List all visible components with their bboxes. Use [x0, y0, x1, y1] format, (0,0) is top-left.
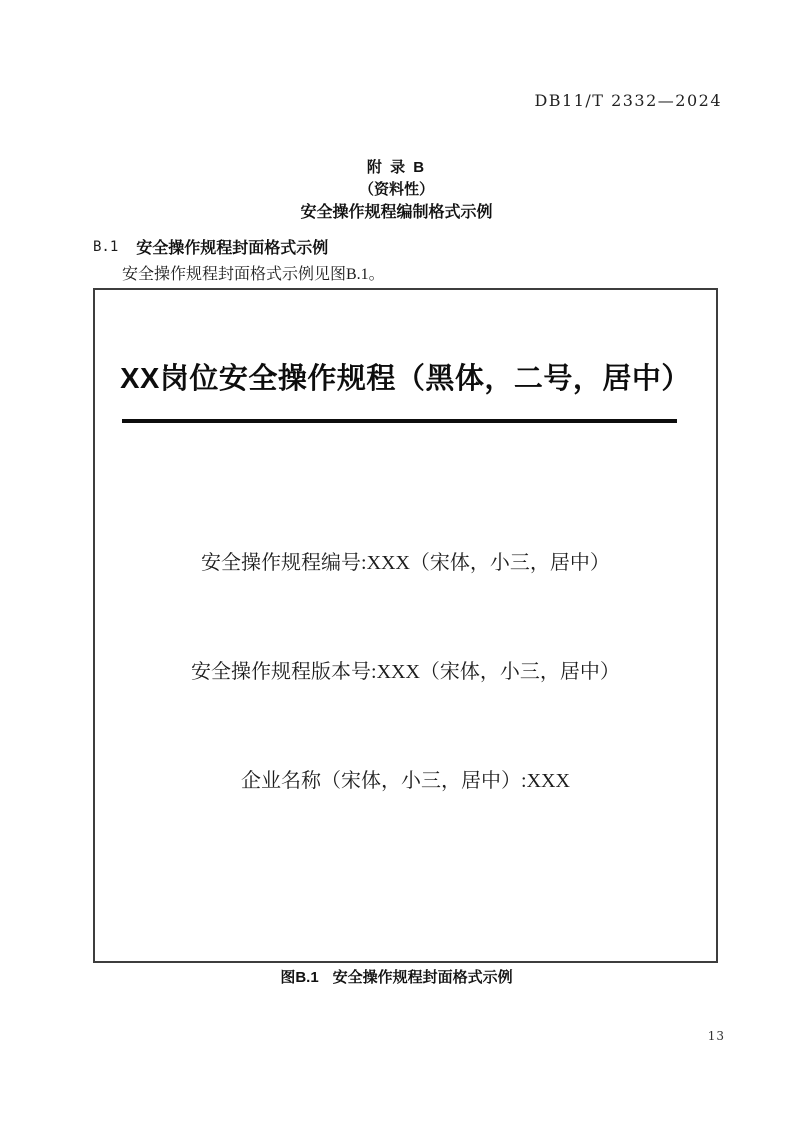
standard-number-header: DB11/T 2332—2024	[534, 91, 722, 110]
clause-number: B.1	[93, 238, 119, 255]
cover-example-figure-box	[93, 288, 718, 963]
appendix-name: 安全操作规程编制格式示例	[300, 204, 493, 221]
appendix-title-block	[0, 157, 793, 224]
clause-title: 安全操作规程封面格式示例	[136, 240, 329, 257]
section-heading	[93, 235, 328, 258]
appendix-type: （资料性）	[358, 181, 434, 198]
figure-caption-label: 图B.1	[280, 969, 319, 986]
cover-title: XX岗位安全操作规程（黑体，二号，居中）	[120, 363, 691, 395]
figure-caption	[0, 966, 793, 987]
title-underline-rule	[122, 419, 677, 423]
body-paragraph: 安全操作规程封面格式示例见图B.1。	[122, 266, 385, 283]
cover-line-procedure-number: 安全操作规程编号:XXX（宋体，小三，居中）	[201, 552, 610, 574]
figure-caption-text: 安全操作规程封面格式示例	[332, 969, 513, 986]
cover-line-version-number: 安全操作规程版本号:XXX（宋体，小三，居中）	[191, 661, 620, 683]
cover-line-company-name: 企业名称（宋体，小三，居中）:XXX	[241, 770, 570, 792]
appendix-label: 附 录 B	[366, 159, 427, 176]
page-number: 13	[707, 1029, 725, 1043]
